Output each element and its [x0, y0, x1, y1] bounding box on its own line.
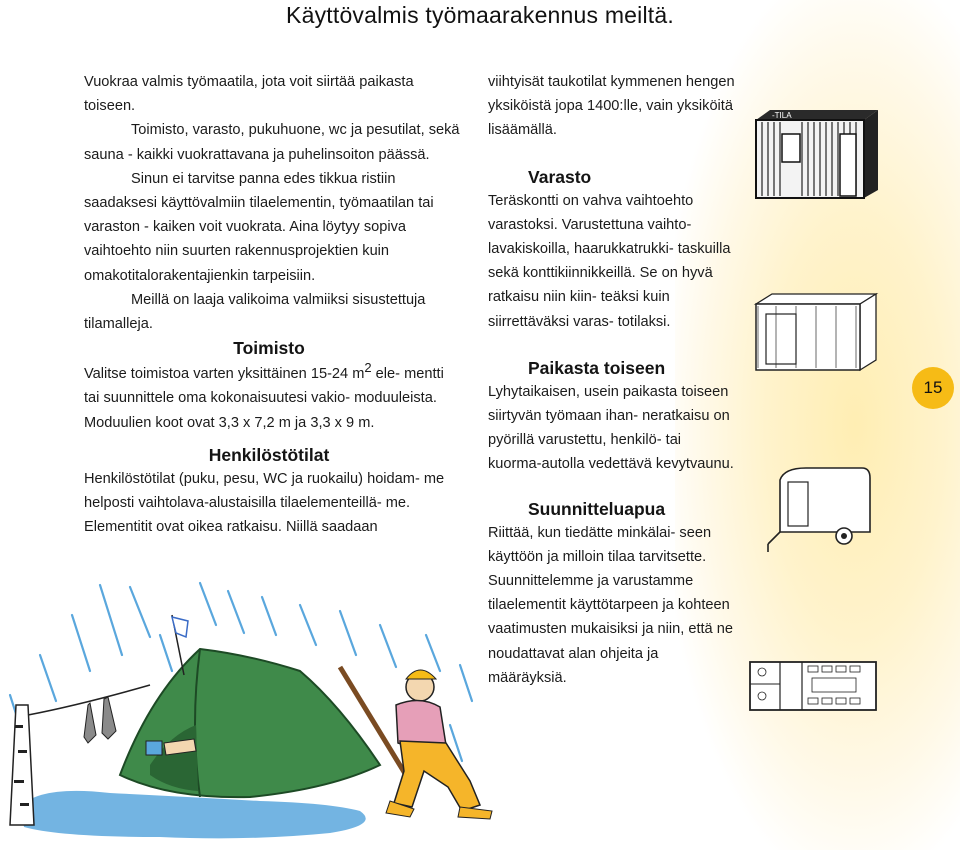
right-column: [488, 70, 738, 690]
intro-paragraph-3-a: Sinun ei tarvitse panna edes tikkua ristiin saadaksesi käyttövalmiin tilaelementin, työmaatilan tai varaston - kaiken voit vuokrata.: [84, 170, 434, 236]
heading-varasto: Varasto: [528, 166, 592, 187]
office-cabin-illustration: [752, 108, 880, 200]
heading-henkilostotilat: Henkilöstötilat: [208, 444, 330, 465]
intro-paragraph-5: Meillä on laaja valikoima valmiiksi sisustettuja tilamalleja.: [84, 291, 426, 333]
varasto-text: Teräskontti on vahva vaihtoehto varastoksi. Varustettuna vaihto- lavakiskoilla, haarukkatrukki- taskuilla sekä konttikiinnikkeillä. Se on hyvä ratkaisu niin kiin- teäksi kuin siirrettäväksi varas- totilaksi.: [488, 192, 731, 330]
toimisto-text: [84, 362, 460, 435]
heading-paikasta-toiseen: Paikasta toiseen: [528, 357, 666, 378]
toimisto-text-b: ele- mentti tai suunnittele oma kokonaisuutesi vakio- moduuleista. Moduulien koot ovat 3,3 x 7,2 m ja 3,3 x 9 m.: [84, 366, 444, 431]
page-number-badge: 15: [912, 367, 954, 409]
storage-container-illustration: [752, 290, 880, 375]
left-column: [84, 70, 460, 539]
henkilosto-text: Henkilöstötilat (puku, pesu, WC ja ruokailu) hoidam- me helposti vaihtolava-alustaisilla tilaelementeillä- me. Elementitit ovat oikea ratkaisu. Niillä saadaan: [84, 470, 445, 536]
floor-plan-illustration: [748, 658, 880, 714]
cabin-sign: -TILA: [772, 111, 792, 120]
rainy-tent-cartoon: [0, 575, 520, 850]
intro-paragraph-3: [84, 167, 460, 288]
intro-paragraph-2: Toimisto, varasto, pukuhuone, wc ja pesutilat, sekä sauna - kaikki vuokrattavana ja puhelinsoiton päässä.: [84, 122, 460, 163]
intro-paragraph-1: Vuokraa valmis työmaatila, jota voit siirtää paikasta toiseen.: [84, 74, 414, 115]
intro-paragraph-3-b: Aina löytyy sopiva vaihtoehto niin suurten rakennusprojektien kuin omakotitalorakentajienkin tarpeisiin.: [84, 219, 407, 284]
toimisto-text-a: Valitse toimistoa varten yksittäinen 15-24 m: [84, 366, 365, 383]
page-title: Käyttövalmis työmaarakennus meiltä.: [286, 2, 674, 28]
trailer-illustration: [766, 462, 876, 557]
paikasta-text: Lyhytaikaisen, usein paikasta toiseen siirtyvän työmaan ihan- neratkaisu on pyörillä varustettu, henkilö- tai kuorma-autolla vedettävä kevytvaunu.: [488, 383, 734, 473]
heading-suunnitteluapua: Suunnitteluapua: [528, 498, 666, 519]
heading-toimisto: Toimisto: [233, 338, 305, 359]
continuation-text: viihtyisät taukotilat kymmenen hengen yksiköistä jopa 1400:lle, vain yksiköitä lisäämällä.: [488, 74, 735, 139]
superscript-two: 2: [364, 360, 372, 376]
suunnittelu-text: Riittää, kun tiedätte minkälai- seen käyttöön ja milloin tilaa tarvitsette. Suunnittelemme ja varustamme tilaelementit käyttötarpeen ja kohteen vaatimusten mukaisiksi ja niin, että ne noudattavat alan ohjeita ja määräyksiä.: [488, 524, 733, 686]
